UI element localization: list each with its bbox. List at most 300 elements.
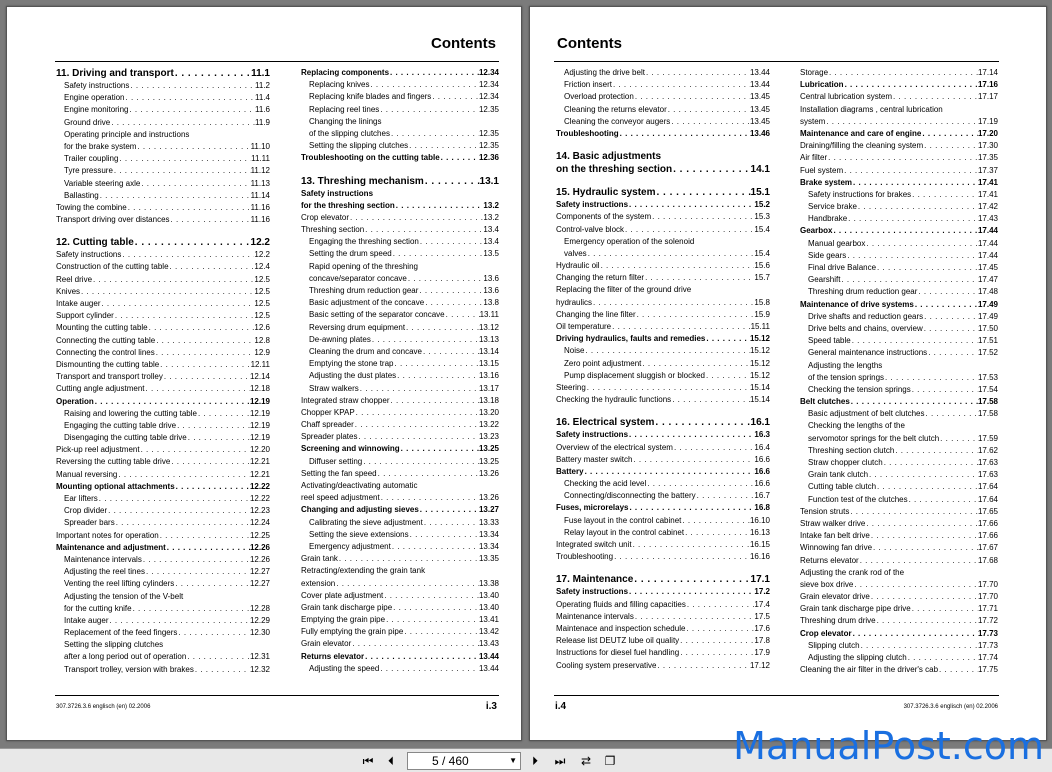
toc-entry[interactable] — [556, 186, 770, 199]
toc-entry-page: 13.40 — [478, 590, 499, 600]
toc-entry[interactable] — [800, 201, 998, 213]
toc-entry[interactable] — [301, 261, 499, 273]
toc-entry[interactable] — [301, 590, 499, 602]
toc-entry[interactable] — [800, 225, 998, 237]
toc-leader-dots — [170, 456, 250, 468]
toc-entry[interactable] — [301, 578, 499, 590]
toc-entry-title: of the slipping clutches — [309, 128, 390, 138]
toc-entry-page: 12.35 — [478, 141, 499, 151]
toc-entry[interactable] — [301, 297, 499, 309]
toc-entry[interactable] — [301, 504, 499, 516]
toc-entry-title: Connecting/disconnecting the battery — [564, 491, 696, 501]
toc-leader-dots — [939, 433, 978, 445]
toc-entry[interactable] — [56, 664, 270, 676]
toc-entry[interactable] — [800, 518, 998, 530]
toc-leader-dots — [872, 542, 978, 554]
toc-entry[interactable] — [556, 442, 770, 454]
toc-entry-page: 17.20 — [977, 128, 998, 138]
toc-leader-dots — [619, 128, 750, 140]
toc-entry-title: Safety instructions — [64, 81, 130, 90]
toc-entry[interactable] — [301, 334, 499, 346]
toc-entry-title: extension — [301, 578, 336, 588]
toc-entry[interactable] — [56, 104, 270, 116]
footer-rule — [554, 695, 999, 696]
page-number-input[interactable] — [407, 752, 521, 770]
toc-entry[interactable] — [556, 623, 770, 635]
toc-leader-dots — [107, 505, 250, 517]
toc-entry[interactable] — [800, 408, 998, 420]
toc-entry[interactable] — [56, 298, 270, 310]
toc-entry[interactable] — [301, 443, 499, 455]
last-page-icon[interactable]: ⏭ — [554, 754, 566, 768]
toc-leader-dots — [408, 140, 479, 152]
toc-entry[interactable] — [56, 274, 270, 286]
toc-entry[interactable] — [301, 602, 499, 614]
toc-entry-title: Safety instructions — [56, 250, 122, 260]
toc-entry-page: 16.8 — [754, 503, 770, 513]
toc-entry[interactable] — [56, 408, 270, 420]
toc-entry[interactable] — [800, 79, 998, 91]
toc-entry[interactable] — [800, 140, 998, 152]
toc-entry[interactable] — [301, 285, 499, 297]
toc-entry-title: Cleaning the air filter in the driver's cab — [800, 665, 939, 675]
toc-entry[interactable] — [301, 248, 499, 260]
toc-entry[interactable] — [56, 249, 270, 261]
toc-entry[interactable] — [800, 262, 998, 274]
toc-entry[interactable] — [56, 190, 270, 202]
toc-entry[interactable] — [800, 530, 998, 542]
toc-entry-page: 17.73 — [977, 628, 998, 638]
toc-entry[interactable] — [56, 371, 270, 383]
toc-entry-title: Troubleshooting — [556, 552, 614, 562]
toc-entry[interactable] — [301, 541, 499, 553]
toc-entry-page: 17.49 — [977, 299, 998, 309]
toc-entry[interactable] — [56, 335, 270, 347]
toc-entry[interactable] — [301, 273, 499, 285]
toc-leader-dots — [827, 152, 978, 164]
toc-entry[interactable] — [800, 567, 998, 579]
toc-entry-page: 12.22 — [249, 494, 270, 503]
toc-entry[interactable] — [800, 360, 998, 372]
toc-entry[interactable] — [800, 396, 998, 408]
toc-entry[interactable] — [301, 456, 499, 468]
toc-entry[interactable] — [56, 591, 270, 603]
toc-entry[interactable] — [56, 469, 270, 481]
toc-entry[interactable] — [800, 189, 998, 201]
toc-entry[interactable] — [301, 431, 499, 443]
toc-entry[interactable] — [800, 250, 998, 262]
toc-entry[interactable] — [301, 322, 499, 334]
toc-entry[interactable] — [301, 468, 499, 480]
toc-leader-dots — [865, 238, 978, 250]
toc-leader-dots — [628, 199, 754, 211]
toc-entry[interactable] — [56, 236, 270, 249]
toc-entry[interactable] — [301, 614, 499, 626]
toc-entry[interactable] — [56, 542, 270, 554]
toc-entry[interactable] — [800, 481, 998, 493]
toc-entry[interactable] — [556, 321, 770, 333]
toc-leader-dots — [419, 504, 479, 516]
toc-entry-page: 13.34 — [478, 541, 499, 551]
toc-entry[interactable] — [56, 627, 270, 639]
toc-entry-page: 17.42 — [977, 202, 998, 212]
toc-entry[interactable] — [301, 651, 499, 663]
toc-entry[interactable] — [556, 466, 770, 478]
previous-page-icon[interactable]: ⏴ — [387, 754, 394, 768]
toc-entry[interactable] — [556, 333, 770, 345]
toc-leader-dots — [859, 555, 978, 567]
toc-entry[interactable] — [800, 213, 998, 225]
toc-entry[interactable] — [301, 175, 499, 188]
toc-entry[interactable] — [301, 480, 499, 492]
toc-entry[interactable] — [56, 493, 270, 505]
toc-entry-title: Mounting optional attachments — [56, 481, 175, 491]
toc-entry-page: 15.2 — [754, 200, 770, 210]
toc-entry[interactable] — [301, 104, 499, 116]
toc-entry-page: 11.13 — [250, 178, 270, 188]
toc-entry-title: Knives — [56, 286, 81, 296]
toc-entry[interactable] — [556, 429, 770, 441]
toc-leader-dots — [923, 140, 978, 152]
toc-entry[interactable] — [301, 370, 499, 382]
toc-entry[interactable] — [800, 542, 998, 554]
toc-entry[interactable] — [56, 141, 270, 153]
toc-leader-dots — [694, 236, 770, 248]
toc-entry-page: 17.9 — [754, 648, 770, 658]
toc-entry-page: 16.4 — [754, 442, 770, 452]
toc-entry-title: Battery master switch — [556, 454, 633, 464]
toc-entry-title: 16. Electrical system — [556, 417, 655, 429]
toc-entry[interactable] — [556, 502, 770, 514]
toc-entry[interactable] — [556, 454, 770, 466]
toc-entry[interactable] — [56, 554, 270, 566]
toc-entry[interactable] — [800, 469, 998, 481]
first-page-icon[interactable]: ⏮ — [362, 754, 374, 768]
toc-entry[interactable] — [800, 457, 998, 469]
toc-entry[interactable] — [556, 284, 770, 296]
toc-entry[interactable] — [556, 586, 770, 598]
toc-entry-title: Connecting the cutting table — [56, 335, 156, 345]
toc-entry[interactable] — [556, 163, 770, 176]
toc-entry-title: Brake system — [800, 177, 853, 187]
toc-entry[interactable] — [301, 638, 499, 650]
toc-entry[interactable] — [800, 591, 998, 603]
toc-leader-dots — [392, 248, 484, 260]
toc-leader-dots — [925, 408, 978, 420]
next-page-icon[interactable]: ⏵ — [531, 754, 538, 768]
toc-entry[interactable] — [800, 603, 998, 615]
toc-entry[interactable] — [556, 67, 770, 79]
toc-entry-title: Rapid opening of the threshing — [309, 261, 418, 271]
toc-entry-title: Diffuser setting — [309, 456, 363, 466]
toc-entry[interactable] — [556, 370, 770, 382]
toc-entry[interactable] — [301, 626, 499, 638]
toc-entry[interactable] — [56, 420, 270, 432]
toc-entry[interactable] — [800, 384, 998, 396]
toc-leader-dots — [170, 214, 251, 226]
toc-entry[interactable] — [800, 165, 998, 177]
toc-entry[interactable] — [301, 128, 499, 140]
toc-entry[interactable] — [556, 551, 770, 563]
toc-entry-page: 12.11 — [250, 359, 270, 369]
toc-entry-page: 17.44 — [977, 226, 998, 236]
toc-entry[interactable] — [301, 529, 499, 541]
toc-entry[interactable] — [556, 478, 770, 490]
toc-entry[interactable] — [800, 640, 998, 652]
toc-entry[interactable] — [800, 323, 998, 335]
toc-entry[interactable] — [800, 506, 998, 518]
toc-entry[interactable] — [56, 432, 270, 444]
toc-entry-page: 17.64 — [977, 482, 998, 492]
toc-entry-page: 17.70 — [977, 579, 998, 589]
toc-entry-title: Safety instructions — [301, 188, 374, 198]
toc-entry[interactable] — [301, 407, 499, 419]
toc-entry-title: Fuses, microrelays — [556, 503, 629, 513]
toc-entry[interactable] — [56, 310, 270, 322]
toc-leader-dots — [892, 91, 978, 103]
toc-entry-title: Handbrake — [808, 214, 848, 224]
toc-entry[interactable] — [301, 663, 499, 675]
toc-entry-title: Maintenance intervals — [556, 611, 634, 621]
toc-entry[interactable] — [800, 555, 998, 567]
toc-entry[interactable] — [556, 211, 770, 223]
toc-leader-dots — [870, 530, 978, 542]
toc-entry[interactable] — [56, 383, 270, 395]
toc-leader-dots — [377, 468, 479, 480]
toc-entry-page: 13.23 — [478, 432, 499, 442]
toc-entry[interactable] — [301, 346, 499, 358]
toc-entry[interactable] — [556, 527, 770, 539]
toc-entry-title: De-awning plates — [309, 334, 371, 344]
toc-entry-title: Noise — [564, 346, 585, 356]
toc-entry[interactable] — [556, 573, 770, 586]
toc-entry-page: 17.35 — [977, 153, 998, 163]
toc-entry[interactable] — [556, 515, 770, 527]
toc-entry[interactable] — [556, 539, 770, 551]
toc-leader-dots — [633, 573, 750, 586]
toc-entry[interactable] — [800, 494, 998, 506]
toc-entry[interactable] — [556, 660, 770, 672]
toc-entry[interactable] — [56, 615, 270, 627]
toc-entry[interactable] — [800, 116, 998, 128]
toc-entry[interactable] — [800, 615, 998, 627]
toc-entry[interactable] — [56, 530, 270, 542]
toc-entry[interactable] — [301, 152, 499, 164]
toc-entry[interactable] — [301, 517, 499, 529]
toc-entry[interactable] — [56, 117, 270, 129]
toc-entry-title: Winnowing fan drive — [800, 543, 873, 553]
toc-entry[interactable] — [556, 260, 770, 272]
toc-entry-title: Maintenance and adjustment — [56, 542, 166, 552]
toc-entry[interactable] — [800, 177, 998, 189]
toc-leader-dots — [379, 663, 479, 675]
toc-entry[interactable] — [556, 150, 770, 163]
toc-entry[interactable] — [800, 652, 998, 664]
toc-entry-title: Overload protection — [564, 92, 634, 102]
toc-entry[interactable] — [556, 345, 770, 357]
toc-entry[interactable] — [556, 309, 770, 321]
toc-entry[interactable] — [556, 248, 770, 260]
toc-entry[interactable] — [556, 647, 770, 659]
toc-leader-dots — [419, 236, 484, 248]
toc-entry[interactable] — [56, 517, 270, 529]
toc-leader-dots — [644, 272, 754, 284]
toc-entry[interactable] — [56, 129, 270, 141]
toc-entry-page: 13.5 — [483, 249, 499, 259]
toc-entry-title: Cleaning the returns elevator — [564, 104, 667, 114]
toc-entry[interactable] — [56, 67, 270, 80]
toc-entry[interactable] — [800, 420, 998, 432]
toc-entry[interactable] — [56, 347, 270, 359]
toc-entry-page: 12.30 — [249, 628, 270, 638]
toc-entry-title: Activating/deactivating automatic — [301, 481, 418, 490]
toc-entry[interactable] — [556, 236, 770, 248]
toc-entry[interactable] — [301, 236, 499, 248]
toc-entry[interactable] — [301, 492, 499, 504]
toc-entry-title: Central lubrication system — [800, 92, 893, 102]
toc-entry[interactable] — [800, 104, 998, 116]
toc-entry[interactable] — [800, 628, 998, 640]
toc-leader-dots — [911, 189, 978, 201]
toc-entry[interactable] — [301, 200, 499, 212]
toc-entry-page: 15.3 — [754, 212, 770, 222]
toc-entry[interactable] — [800, 372, 998, 384]
toc-entry[interactable] — [556, 416, 770, 429]
toc-entry[interactable] — [556, 91, 770, 103]
toc-entry-title: Troubleshooting on the cutting table — [301, 153, 440, 163]
toc-entry[interactable] — [301, 383, 499, 395]
toc-leader-dots — [851, 335, 978, 347]
toc-entry[interactable] — [800, 67, 998, 79]
toc-entry[interactable] — [556, 128, 770, 140]
toc-leader-dots — [175, 481, 250, 493]
toc-entry[interactable] — [556, 635, 770, 647]
toc-entry[interactable] — [56, 456, 270, 468]
toc-entry-title: Cooling system preservative — [556, 660, 657, 670]
toc-entry[interactable] — [301, 553, 499, 565]
toc-entry[interactable] — [56, 165, 270, 177]
toc-leader-dots — [424, 175, 480, 188]
rotate-icon[interactable]: ⇄ — [580, 754, 592, 768]
toc-entry[interactable] — [301, 79, 499, 91]
toc-entry[interactable] — [56, 359, 270, 371]
toc-entry[interactable] — [56, 481, 270, 493]
toc-entry-page: 13.35 — [478, 554, 499, 564]
toc-entry-title: after a long period out of operation — [64, 652, 187, 662]
toc-entry[interactable] — [800, 299, 998, 311]
toc-entry[interactable] — [556, 599, 770, 611]
toc-entry[interactable] — [301, 309, 499, 321]
page-view-icon[interactable]: ❐ — [604, 754, 616, 768]
toc-entry[interactable] — [56, 444, 270, 456]
toc-entry[interactable] — [301, 419, 499, 431]
toc-entry[interactable] — [800, 286, 998, 298]
toc-entry[interactable] — [800, 128, 998, 140]
toc-leader-dots — [656, 660, 749, 672]
toc-leader-dots — [187, 432, 250, 444]
toc-entry[interactable] — [800, 311, 998, 323]
toc-entry[interactable] — [556, 382, 770, 394]
toc-entry[interactable] — [301, 91, 499, 103]
toc-entry[interactable] — [800, 274, 998, 286]
toc-entry[interactable] — [556, 79, 770, 91]
toc-entry[interactable] — [556, 394, 770, 406]
toc-leader-dots — [177, 627, 250, 639]
toc-entry[interactable] — [556, 104, 770, 116]
toc-entry[interactable] — [56, 651, 270, 663]
toc-entry-title: Components of the system — [556, 212, 652, 222]
chevron-down-icon[interactable]: ▼ — [509, 756, 517, 765]
toc-entry[interactable] — [56, 603, 270, 615]
toc-entry[interactable] — [556, 490, 770, 502]
toc-entry[interactable] — [56, 566, 270, 578]
toc-entry[interactable] — [800, 152, 998, 164]
toc-entry[interactable] — [800, 664, 998, 676]
toc-leader-dots — [632, 454, 754, 466]
toc-entry[interactable] — [800, 91, 998, 103]
toc-entry[interactable] — [56, 153, 270, 165]
toc-entry-title: Maintenance of drive systems — [800, 299, 914, 309]
toc-entry[interactable] — [556, 297, 770, 309]
toc-entry[interactable] — [800, 433, 998, 445]
toc-entry-title: Crop divider — [64, 506, 108, 516]
toc-entry[interactable] — [56, 261, 270, 273]
toc-entry[interactable] — [800, 579, 998, 591]
toc-entry[interactable] — [56, 396, 270, 408]
toc-entry[interactable] — [56, 202, 270, 214]
toc-entry[interactable] — [301, 116, 499, 128]
toc-entry[interactable] — [556, 358, 770, 370]
toc-entry[interactable] — [556, 199, 770, 211]
toc-entry[interactable] — [800, 238, 998, 250]
toc-entry[interactable] — [800, 347, 998, 359]
toc-entry[interactable] — [56, 639, 270, 651]
toc-entry[interactable] — [301, 67, 499, 79]
toc-entry[interactable] — [301, 224, 499, 236]
toc-leader-dots — [357, 431, 478, 443]
toc-entry[interactable] — [56, 505, 270, 517]
toc-entry[interactable] — [56, 214, 270, 226]
toc-entry-title: reel speed adjustment — [301, 493, 380, 503]
toc-entry[interactable] — [556, 611, 770, 623]
toc-entry[interactable] — [301, 140, 499, 152]
toc-entry[interactable] — [56, 92, 270, 104]
toc-entry[interactable] — [800, 445, 998, 457]
toc-entry[interactable] — [56, 578, 270, 590]
toc-entry[interactable] — [800, 335, 998, 347]
toc-entry[interactable] — [56, 80, 270, 92]
toc-leader-dots — [832, 225, 978, 237]
toc-entry[interactable] — [56, 178, 270, 190]
toc-entry[interactable] — [556, 116, 770, 128]
toc-entry[interactable] — [301, 395, 499, 407]
toc-entry[interactable] — [301, 565, 499, 577]
toc-entry[interactable] — [556, 224, 770, 236]
toc-leader-dots — [705, 370, 750, 382]
toc-leader-dots — [884, 372, 978, 384]
toc-leader-dots — [431, 91, 479, 103]
toc-entry-page: 11.9 — [255, 117, 270, 127]
toc-entry[interactable] — [301, 188, 499, 200]
toc-entry-title: Adjusting the tension of the V-belt — [64, 591, 184, 601]
toc-entry[interactable] — [301, 212, 499, 224]
toc-entry[interactable] — [301, 358, 499, 370]
toc-entry[interactable] — [56, 322, 270, 334]
toc-entry-page: 12.29 — [249, 615, 270, 625]
toc-leader-dots — [395, 200, 484, 212]
toc-entry[interactable] — [56, 286, 270, 298]
toc-entry[interactable] — [556, 272, 770, 284]
